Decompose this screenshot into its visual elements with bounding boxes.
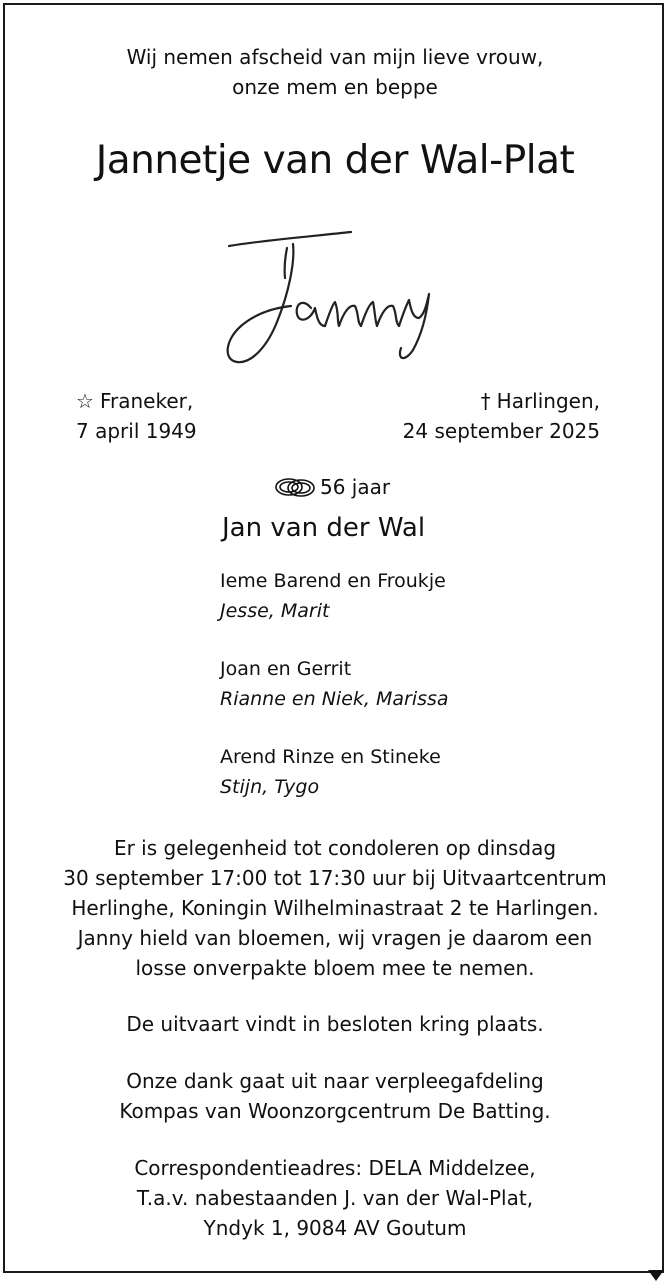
correspondence-line: T.a.v. nabestaanden J. van der Wal-Plat, bbox=[136, 1186, 534, 1210]
thanks-line: Kompas van Woonzorgcentrum De Batting. bbox=[119, 1099, 551, 1123]
spouse-name: Jan van der Wal bbox=[222, 513, 426, 543]
intro-line-1: Wij nemen afscheid van mijn lieve vrouw, bbox=[126, 45, 544, 69]
triangle-down-icon[interactable] bbox=[648, 1270, 664, 1281]
marriage-years: 56 jaar bbox=[320, 475, 391, 499]
signature-janny bbox=[215, 222, 450, 372]
correspondence-line: Yndyk 1, 9084 AV Goutum bbox=[203, 1216, 467, 1240]
condolence-line: losse onverpakte bloem mee te nemen. bbox=[135, 956, 535, 980]
star-icon: ☆ bbox=[76, 389, 94, 413]
intro-line-2: onze mem en beppe bbox=[232, 75, 438, 99]
marriage-info bbox=[272, 472, 390, 502]
cross-icon: † bbox=[480, 389, 491, 413]
condolence-line: Janny hield van bloemen, wij vragen je daarom een bbox=[77, 926, 593, 950]
correspondence-line: Correspondentieadres: DELA Middelzee, bbox=[134, 1156, 536, 1180]
condolence-text bbox=[0, 833, 670, 983]
deceased-name: Jannetje van der Wal-Plat bbox=[95, 138, 575, 183]
family-group-2 bbox=[220, 654, 449, 714]
birth-info bbox=[76, 386, 276, 446]
condolence-line: 30 september 17:00 tot 17:30 uur bij Uitvaartcentrum bbox=[63, 866, 607, 890]
children-names: Arend Rinze en Stineke bbox=[220, 746, 441, 768]
children-names: Joan en Gerrit bbox=[220, 658, 352, 680]
funeral-note: De uitvaart vindt in besloten kring plaats. bbox=[126, 1012, 544, 1036]
family-group-1 bbox=[220, 566, 446, 626]
grandchildren-names: Stijn, Tygo bbox=[220, 776, 320, 798]
condolence-line: Er is gelegenheid tot condoleren op dinsdag bbox=[113, 836, 557, 860]
birth-place: Franeker, bbox=[99, 389, 194, 413]
wedding-rings-icon bbox=[272, 473, 318, 501]
death-date: 24 september 2025 bbox=[402, 419, 600, 443]
thanks-text bbox=[0, 1066, 670, 1126]
death-place: Harlingen, bbox=[496, 389, 600, 413]
thanks-line: Onze dank gaat uit naar verpleegafdeling bbox=[126, 1069, 544, 1093]
children-names: Ieme Barend en Froukje bbox=[220, 570, 446, 592]
grandchildren-names: Jesse, Marit bbox=[220, 600, 330, 622]
death-info bbox=[340, 386, 600, 446]
correspondence-address bbox=[0, 1153, 670, 1243]
grandchildren-names: Rianne en Niek, Marissa bbox=[220, 688, 449, 710]
intro-text bbox=[0, 42, 670, 102]
family-group-3 bbox=[220, 742, 441, 802]
birth-date: 7 april 1949 bbox=[76, 419, 197, 443]
condolence-line: Herlinghe, Koningin Wilhelminastraat 2 te Harlingen. bbox=[71, 896, 599, 920]
